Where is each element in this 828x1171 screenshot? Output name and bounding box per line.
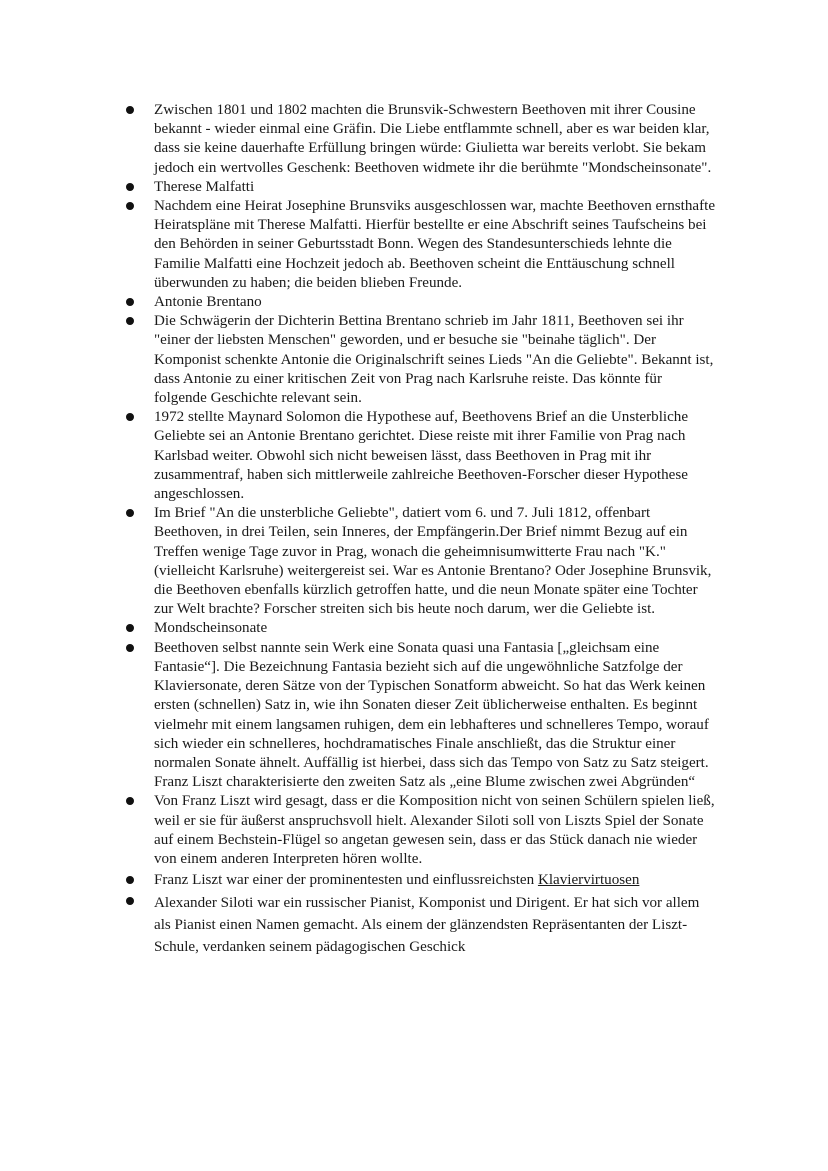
list-item	[126, 792, 716, 869]
list-item	[126, 504, 716, 619]
list-item-text: Alexander Siloti war ein russischer Pianist, Komponist und Dirigent. Er hat sich vor allem als Pianist einen Namen gemacht. Als einem der glänzendsten Repräsentanten der Liszt-Schule, verdanken seinem pädagogischen Geschick	[154, 895, 700, 956]
bullet-icon	[126, 183, 134, 191]
bullet-icon	[126, 298, 134, 306]
list-item	[126, 871, 716, 890]
bullet-icon	[126, 106, 134, 114]
klaviervirtuosen-link[interactable]: Klaviervirtuosen	[537, 872, 640, 889]
list-item-text: Therese Malfatti	[154, 178, 255, 195]
list-item-text: Antonie Brentano	[154, 294, 262, 311]
list-item-text: 1972 stellte Maynard Solomon die Hypothese auf, Beethovens Brief an die Unsterbliche Geliebte sei an Antonie Brentano gerichtet. Diese reiste mit ihrer Familie von Prag nach Karlsbad weiter. Obwohl sich nicht beweisen lässt, dass Beethoven in Prag mit ihr zusammentraf, haben sich mittlerweile zahlreiche Beethoven-Forscher dieser Hypothese angeschlossen.	[154, 409, 689, 503]
list-item-text	[154, 871, 716, 890]
list-item	[126, 197, 716, 293]
list-item-text: Von Franz Liszt wird gesagt, dass er die Komposition nicht von seinen Schülern spielen ließ, weil er sie für äußerst anspruchsvoll hielt. Alexander Siloti soll von Liszts Spiel der Sonate auf einem Bechstein-Flügel so angetan gewesen sein, dass er das Stück danach nie wieder von einem anderen Interpreten hören wollte.	[154, 793, 715, 867]
list-item	[126, 892, 716, 958]
bullet-icon	[126, 202, 134, 210]
list-item-text: Beethoven selbst nannte sein Werk eine Sonata quasi una Fantasia [„gleichsam eine Fantasie“]. Die Bezeichnung Fantasia bezieht sich auf die ungewöhnliche Satzfolge der Klaviersonate, deren Sätze von der Typischen Sonatform abweicht. So hat das Werk keinen ersten (schnellen) Satz in, wie ihn Sonaten dieser Zeit üblicherweise enthalten. Es beginnt vielmehr mit einem langsamen ruhigen, dem ein lebhafteres und schnelleres Tempo, worauf sich wieder ein schnelleres, hochdramatisches Finale anschließt, das die Struktur einer normalen Sonate ähnelt. Auffällig ist hierbei, dass sich das Tempo von Satz zu Satz steigert. Franz Liszt charakterisierte den zweiten Satz als „eine Blume zwischen zwei Abgründen“	[154, 639, 709, 791]
list-item	[126, 312, 716, 408]
bullet-list	[126, 101, 716, 958]
list-item	[126, 639, 716, 793]
bullet-icon	[126, 317, 134, 325]
list-item	[126, 101, 716, 178]
bullet-icon	[126, 897, 134, 905]
bullet-icon	[126, 876, 134, 884]
bullet-icon	[126, 797, 134, 805]
list-item	[126, 408, 716, 504]
list-item	[126, 619, 716, 638]
bullet-icon	[126, 644, 134, 652]
list-item-text: Zwischen 1801 und 1802 machten die Brunsvik-Schwestern Beethoven mit ihrer Cousine bekannt - wieder einmal eine Gräfin. Die Liebe entflammte schnell, aber es war beiden klar, dass sie keine dauerhafte Erfüllung bringen würde: Giulietta war bereits verlobt. Sie bekam jedoch ein wertvolles Geschenk: Beethoven widmete ihr die berühmte "Mondscheinsonate".	[154, 102, 712, 176]
list-item-text: Im Brief "An die unsterbliche Geliebte", datiert vom 6. und 7. Juli 1812, offenbart Beethoven, in drei Teilen, sein Inneres, der Empfängerin.Der Brief nimmt Bezug auf ein Treffen wenige Tage zuvor in Prag, wonach die geheimnisumwitterte Frau nach "K." (vielleicht Karlsruhe) weitergereist sei. War es Antonie Brentano? Oder Josephine Brunsvik, die Beethoven ebenfalls kürzlich getroffen hatte, und die neun Monate später eine Tochter zur Welt brachte? Forscher streiten sich bis heute noch darum, wer die Geliebte ist.	[154, 505, 712, 618]
list-item-text: Nachdem eine Heirat Josephine Brunsviks ausgeschlossen war, machte Beethoven ernsthafte Heiratspläne mit Therese Malfatti. Hierfür bestellte er eine Abschrift seines Taufscheins bei den Behörden in seiner Geburtsstadt Bonn. Wegen des Standesunterschieds lehnte die Familie Malfatti eine Hochzeit jedoch ab. Beethoven scheint die Enttäuschung schnell überwunden zu haben; die beiden blieben Freunde.	[154, 198, 716, 291]
list-item	[126, 293, 716, 312]
bullet-icon	[126, 509, 134, 517]
list-item-text: Die Schwägerin der Dichterin Bettina Brentano schrieb im Jahr 1811, Beethoven sei ihr "einer der liebsten Menschen" geworden, und er besuche sie "beinahe täglich". Der Komponist schenkte Antonie die Originalschrift seines Lieds "An die Geliebte". Bekannt ist, dass Antonie zu einer kritischen Zeit von Prag nach Karlsruhe reiste. Das könnte für folgende Geschichte relevant sein.	[154, 313, 714, 407]
bullet-icon	[126, 624, 134, 632]
list-item-text: Mondscheinsonate	[154, 620, 268, 637]
list-item	[126, 178, 716, 197]
list-item-prefix: Franz Liszt war einer der prominentesten und einflussreichsten	[154, 872, 538, 889]
bullet-icon	[126, 413, 134, 421]
